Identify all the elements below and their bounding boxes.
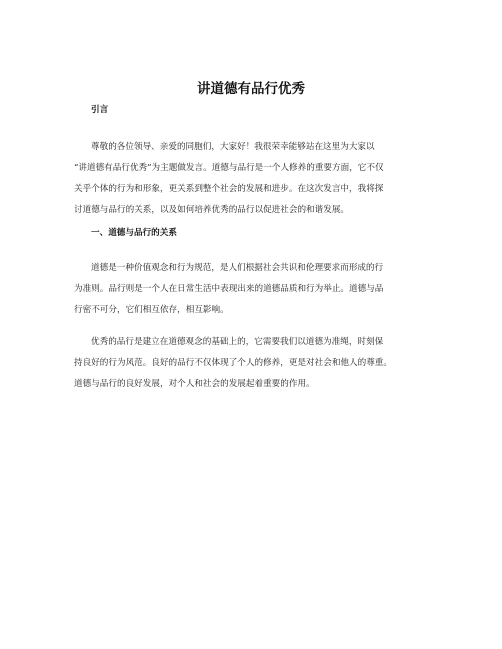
paragraph-line: 优秀的品行是建立在道德观念的基础上的，它需要我们以道德为准绳，时刻保 xyxy=(91,337,384,347)
paragraph-line: 道德是一种价值观念和行为规范，是人们根据社会共识和伦理要求而形成的行 xyxy=(91,263,384,273)
section-heading-relationship: 一、道德与品行的关系 xyxy=(91,228,177,238)
paragraph-line: 行密不可分，它们相互依存，相互影响。 xyxy=(74,305,229,315)
paragraph-line: 关乎个体的行为和形象，更关系到整个社会的发展和进步。在这次发言中，我将探 xyxy=(74,184,384,194)
document-title: 讲道德有品行优秀 xyxy=(197,81,305,97)
paragraph-line: “讲道德有品行优秀”为主题做发言。道德与品行是一个人修养的重要方面，它不仅 xyxy=(74,163,384,173)
paragraph-line: 尊敬的各位领导、亲爱的同胞们，大家好！我很荣幸能够站在这里为大家以 xyxy=(91,142,375,152)
paragraph-line: 讨道德与品行的关系，以及如何培养优秀的品行以促进社会的和谐发展。 xyxy=(74,205,350,215)
paragraph-line: 持良好的行为风范。良好的品行不仅体现了个人的修养，更是对社会和他人的尊重。 xyxy=(74,358,392,368)
paragraph-line: 为准则。品行则是一个人在日常生活中表现出来的道德品质和行为举止。道德与品 xyxy=(74,284,384,294)
section-heading-intro: 引言 xyxy=(91,105,109,115)
paragraph-line: 道德与品行的良好发展，对个人和社会的发展起着重要的作用。 xyxy=(74,379,315,389)
